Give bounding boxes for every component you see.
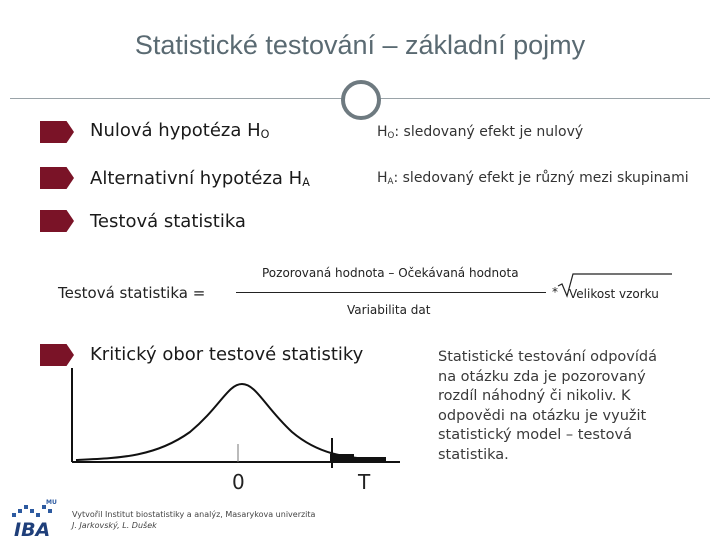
ha-definition: $H_A$: sledovaný efekt je různý mezi skupinami <box>377 170 689 187</box>
h0-definition: $H_O$: sledovaný efekt je nulový <box>377 124 584 141</box>
fraction-bar <box>236 292 546 293</box>
bell-curve-illustration <box>60 362 420 502</box>
formula-lhs: Testová statistika = <box>58 284 206 302</box>
bullet-alternative-hypothesis: Alternativní hypotéza $H_A$ <box>90 168 310 189</box>
logo-text: IBA <box>14 519 51 541</box>
bullet-test-statistic: Testová statistika <box>90 211 246 232</box>
slide-title: Statistické testování – základní pojmy <box>134 30 586 60</box>
footer-line-authors: J. Jarkovský, L. Dušek <box>72 521 157 530</box>
bullet-null-hypothesis: Nulová hypotéza $H_O$ <box>90 120 270 141</box>
curve-zero-label: 0 <box>232 470 245 494</box>
formula-multiply-sign: * <box>552 285 558 299</box>
circle-ornament-icon <box>341 80 381 120</box>
explanation-note: Statistické testování odpovídá na otázku zda je pozorovaný rozdíl náhodný či nikoliv. K odpovědi na otázku je využit statistický model – testová statistika. <box>438 349 658 463</box>
arrow-bullet-icon <box>40 210 74 232</box>
footer-credits <box>72 509 315 531</box>
formula-sqrt-term: Velikost vzorku <box>569 287 659 301</box>
iba-logo <box>10 499 65 540</box>
curve-t-label: T <box>358 470 371 494</box>
formula-numerator: Pozorovaná hodnota – Očekávaná hodnota <box>262 266 519 280</box>
logo-small-text: MU <box>46 499 57 506</box>
footer-line-institute: Vytvořil Institut biostatistiky a analýz, Masarykova univerzita <box>72 510 316 519</box>
arrow-bullet-icon <box>40 121 74 143</box>
bullet-critical-region: Kritický obor testové statistiky <box>90 344 364 365</box>
arrow-bullet-icon <box>40 167 74 189</box>
formula-denominator: Variabilita dat <box>347 303 431 317</box>
